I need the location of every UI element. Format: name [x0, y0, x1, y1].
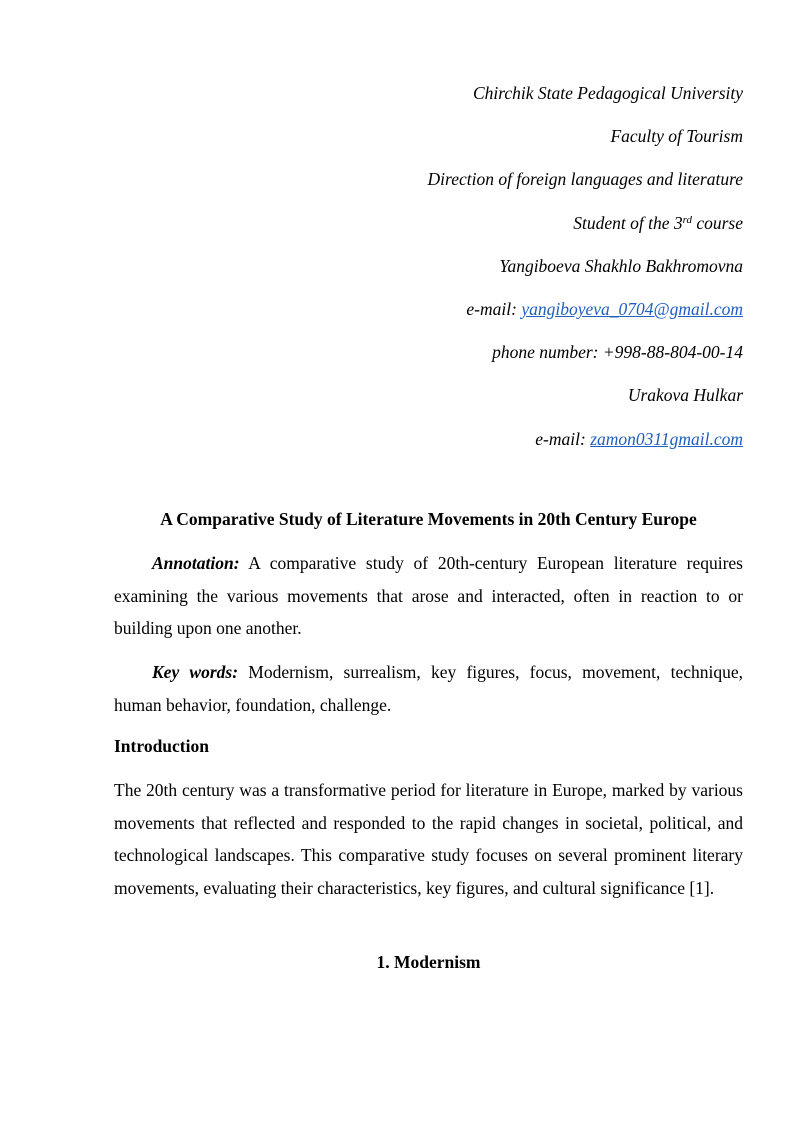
section-heading-modernism: 1. Modernism: [376, 952, 481, 972]
paper-title: A Comparative Study of Literature Movements in 20th Century Europe: [160, 509, 697, 529]
phone-number: +998-88-804-00-14: [602, 342, 743, 363]
annotation-paragraph: [114, 547, 743, 645]
phone-line: [114, 331, 743, 374]
annotation-label: Annotation:: [152, 553, 240, 573]
university-line: Chirchik State Pedagogical University: [472, 83, 743, 103]
phone-label: phone number:: [492, 342, 603, 363]
author2-email-link[interactable]: zamon0311gmail.com: [590, 428, 743, 449]
student-course-prefix: Student of the 3: [573, 212, 683, 233]
faculty-line: Faculty of Tourism: [610, 126, 743, 147]
student-course-superscript: rd: [682, 213, 692, 226]
keywords-paragraph: [114, 656, 743, 721]
author1-email-link[interactable]: yangiboyeva_0704@gmail.com: [521, 299, 743, 320]
keywords-label: Key words:: [152, 662, 239, 682]
introduction-paragraph: The 20th century was a transformative period for literature in Europe, marked by various movements that reflected and responded to the rapid changes in societal, political, and technological landscapes. This comparative study focuses on several prominent literary movements, evaluating their characteristics, key figures, and cultural significance [1].: [114, 780, 743, 898]
annotation-text: A comparative study of 20th-century European literature requires examining the various movements that arose and interacted, often in reaction to or building upon one another.: [114, 553, 743, 639]
student-course-line: [114, 202, 743, 245]
keywords-text: Modernism, surrealism, key figures, focus, movement, technique, human behavior, foundation, challenge.: [114, 662, 743, 715]
author2-name: Urakova Hulkar: [627, 385, 743, 406]
author1-name: Yangiboeva Shakhlo Bakhromovna: [499, 255, 743, 276]
student-course-suffix: course: [691, 212, 743, 233]
author2-email-label: e-mail:: [535, 428, 591, 449]
direction-line: Direction of foreign languages and literature: [427, 169, 743, 190]
author-affiliation-block: [114, 72, 743, 461]
author1-email-line: [114, 288, 743, 331]
author1-email-label: e-mail:: [466, 299, 522, 320]
author2-email-line: [114, 418, 743, 461]
introduction-heading: Introduction: [114, 736, 209, 756]
